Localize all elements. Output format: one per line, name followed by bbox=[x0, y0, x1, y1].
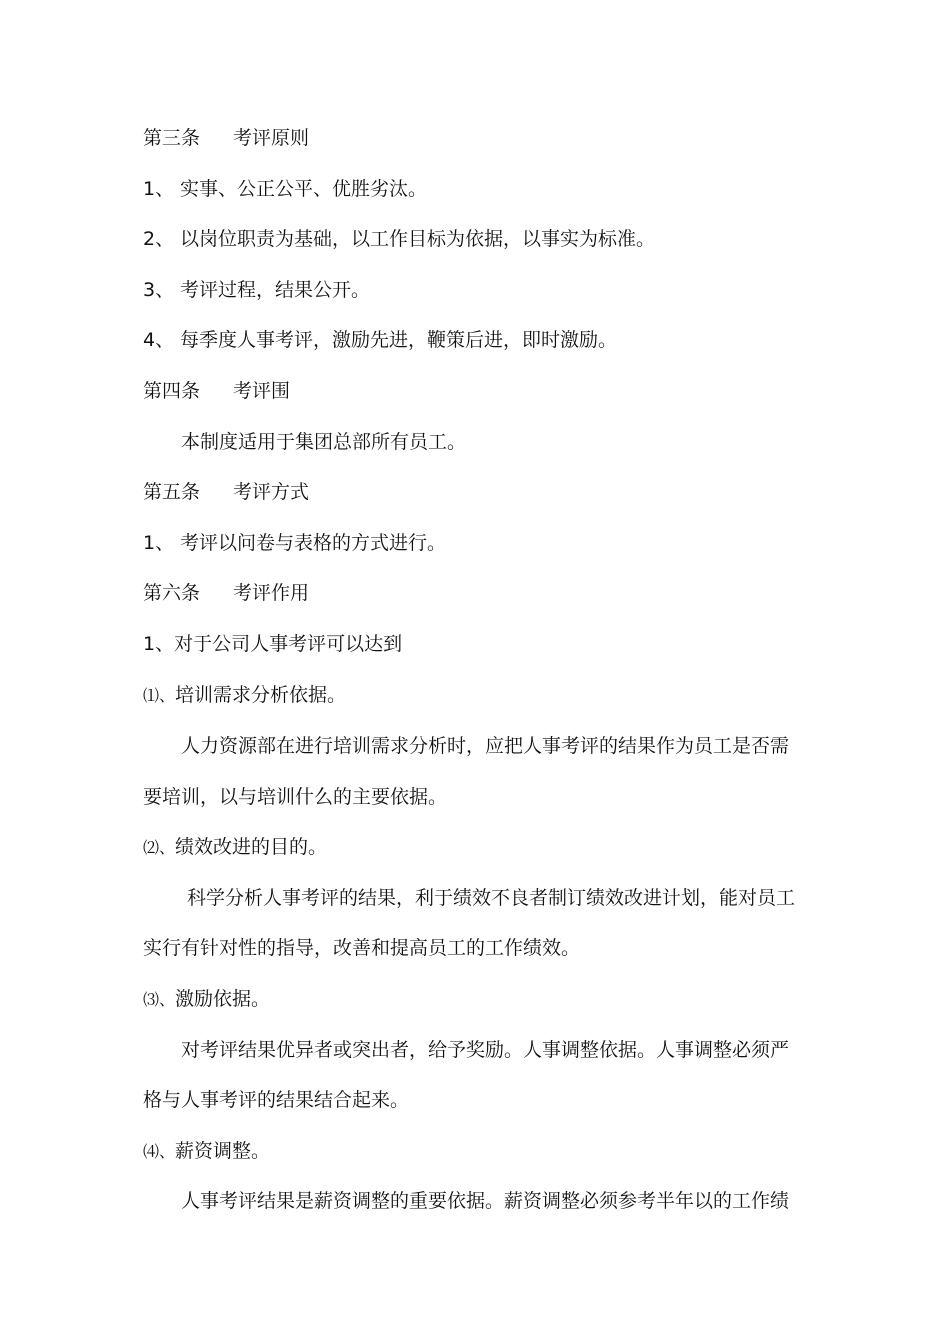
sub-title: 激励依据。 bbox=[175, 988, 271, 1010]
paragraph: 人事考评结果是薪资调整的重要依据。薪资调整必须参考半年以的工作绩 bbox=[181, 1190, 790, 1212]
article-title: 考评原则 bbox=[233, 127, 310, 149]
paragraph: 格与人事考评的结果结合起来。 bbox=[143, 1089, 410, 1111]
list-text: 实事、公正公平、优胜劣汰。 bbox=[180, 178, 428, 200]
list-text: 每季度人事考评，激励先进，鞭策后进，即时激励。 bbox=[180, 329, 618, 351]
paragraph: 对考评结果优异者或突出者，给予奖励。人事调整依据。人事调整必须严 bbox=[181, 1039, 790, 1061]
sub-number: ⑵、 bbox=[143, 838, 176, 857]
sub-number: ⑶、 bbox=[143, 990, 176, 1009]
article-label: 第三条 bbox=[143, 127, 201, 149]
article-3-heading bbox=[143, 126, 309, 150]
sub-number: ⑷、 bbox=[143, 1142, 176, 1161]
sub-heading bbox=[143, 683, 346, 708]
sub-heading bbox=[143, 987, 270, 1012]
article-6-heading bbox=[143, 581, 309, 605]
article-title: 考评作用 bbox=[233, 582, 310, 604]
list-item bbox=[143, 531, 446, 555]
article-label: 第六条 bbox=[143, 582, 201, 604]
list-text: 考评以问卷与表格的方式进行。 bbox=[180, 532, 447, 554]
article-label: 第四条 bbox=[143, 380, 201, 402]
article-title: 考评方式 bbox=[233, 481, 310, 503]
list-number: 4、 bbox=[143, 329, 175, 351]
paragraph: 要培训，以与培训什么的主要依据。 bbox=[143, 786, 448, 808]
article-4-heading bbox=[143, 379, 290, 403]
article-title: 考评围 bbox=[233, 380, 291, 402]
article-label: 第五条 bbox=[143, 481, 201, 503]
list-item bbox=[143, 328, 617, 352]
sub-number: ⑴、 bbox=[143, 686, 176, 705]
paragraph: 1、对于公司人事考评可以达到 bbox=[143, 633, 403, 655]
list-number: 2、 bbox=[143, 228, 175, 250]
article-5-heading bbox=[143, 480, 309, 504]
sub-title: 绩效改进的目的。 bbox=[175, 836, 328, 858]
list-text: 以岗位职责为基础，以工作目标为依据，以事实为标准。 bbox=[180, 228, 656, 250]
sub-title: 培训需求分析依据。 bbox=[175, 684, 347, 706]
list-number: 1、 bbox=[143, 178, 175, 200]
sub-heading bbox=[143, 1139, 270, 1164]
list-item bbox=[143, 177, 427, 201]
paragraph: 科学分析人事考评的结果，利于绩效不良者制订绩效改进计划，能对员工 bbox=[187, 887, 796, 909]
list-item bbox=[143, 278, 370, 302]
list-text: 考评过程，结果公开。 bbox=[180, 279, 371, 301]
paragraph: 本制度适用于集团总部所有员工。 bbox=[181, 431, 467, 453]
sub-title: 薪资调整。 bbox=[175, 1140, 271, 1162]
list-number: 3、 bbox=[143, 279, 175, 301]
paragraph: 人力资源部在进行培训需求分析时，应把人事考评的结果作为员工是否需 bbox=[181, 735, 790, 757]
list-item bbox=[143, 227, 655, 251]
list-number: 1、 bbox=[143, 532, 175, 554]
paragraph: 实行有针对性的指导，改善和提高员工的工作绩效。 bbox=[143, 937, 581, 959]
sub-heading bbox=[143, 835, 327, 860]
